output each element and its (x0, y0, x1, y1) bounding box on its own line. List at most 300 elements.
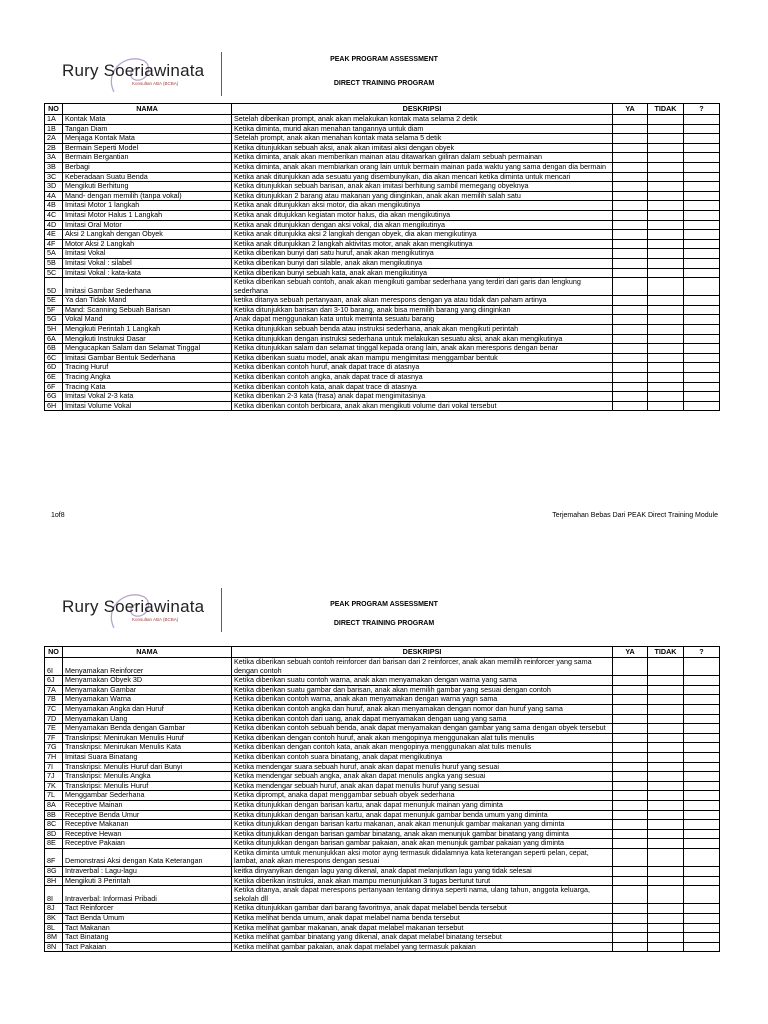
checkbox-ya[interactable] (613, 904, 648, 914)
row-deskripsi: Ketika diberikan bunyi sebuah kata, anak akan mengikutinya (232, 268, 613, 278)
checkbox-unknown[interactable] (684, 676, 720, 686)
table-row (45, 752, 720, 762)
checkbox-tidak[interactable] (648, 867, 684, 877)
row-nama: Mengikuti Berhitung (63, 182, 232, 192)
row-no: 5D (45, 278, 63, 296)
table-header-row (45, 647, 720, 658)
row-nama: Mengikuti 3 Perintah (63, 876, 232, 886)
row-deskripsi: Ketika mendengar sebuah huruf, anak akan dapat menulis huruf yang sesuai (232, 781, 613, 791)
row-no: 5H (45, 325, 63, 335)
table-row (45, 839, 720, 849)
row-deskripsi: Ketika ditunjukkan dengan barisan kartu makanan, anak akan menunjuk gambar makanan yang diminta (232, 820, 613, 830)
checkbox-unknown[interactable] (684, 876, 720, 886)
row-deskripsi: Ketika diminta umtuk menunjukkan aksi motor ayng termasuk didalamnya kata keterangan seperti pelan, cepat, lambat, anak akan merespons dengan sesuai (232, 848, 613, 866)
page-subtitle: DIRECT TRAINING PROGRAM (333, 80, 435, 87)
row-deskripsi: ketika ditanya sebuah pertanyaan, anak akan merespons dengan ya atau tidak dan paham artinya (232, 296, 613, 306)
row-nama: Imitasi Vokal 2-3 kata (63, 392, 232, 402)
row-deskripsi: Ketika ditunjukkan sebuah aksi, anak akan imitasi aksi dengan obyek (232, 143, 613, 153)
row-no: 7A (45, 685, 63, 695)
row-nama: Receptive Pakaian (63, 839, 232, 849)
page-subtitle: DIRECT TRAINING PROGRAM (333, 620, 435, 627)
row-nama: Mengikuti Instruksi Dasar (63, 334, 232, 344)
checkbox-tidak[interactable] (648, 658, 684, 676)
row-nama: Intraverbal : Lagu-lagu (63, 867, 232, 877)
row-deskripsi: Ketika ditunjukkan dengan barisan kartu, anak dapat menunjuk mainan yang diminta (232, 800, 613, 810)
row-nama: Keberadaan Suatu Benda (63, 172, 232, 182)
row-deskripsi: Ketika anak ditunjukkan dengan aksi vokal, dia akan mengikutinya (232, 220, 613, 230)
row-nama: Receptive Hewan (63, 829, 232, 839)
col-tidak: TIDAK (648, 647, 684, 658)
checkbox-tidak[interactable] (648, 724, 684, 734)
row-no: 7I (45, 762, 63, 772)
row-no: 7L (45, 791, 63, 801)
assessment-table (44, 646, 720, 952)
table-row (45, 810, 720, 820)
checkbox-unknown[interactable] (684, 810, 720, 820)
row-deskripsi: Ketika diberikan contoh angka dan huruf, anak akan menyamakan dengan nomor dan huruf yang sama (232, 704, 613, 714)
row-nama: Transkripsi: Menulis Huruf dari Bunyi (63, 762, 232, 772)
col-unknown: ? (684, 647, 720, 658)
row-deskripsi: Ketika diprompt, anaka dapat menggambar sebuah obyek sederhana (232, 791, 613, 801)
row-deskripsi: Ketika diberikan 2-3 kata (frasa) anak dapat mengimitasinya (232, 392, 613, 402)
row-nama: Imitasi Gambar Bentuk Sederhana (63, 353, 232, 363)
row-no: 8K (45, 914, 63, 924)
checkbox-tidak[interactable] (648, 933, 684, 943)
table-row (45, 733, 720, 743)
checkbox-unknown[interactable] (684, 685, 720, 695)
checkbox-tidak[interactable] (648, 876, 684, 886)
checkbox-tidak[interactable] (648, 839, 684, 849)
col-no: NO (45, 647, 63, 658)
checkbox-unknown[interactable] (684, 867, 720, 877)
row-no: 2B (45, 143, 63, 153)
row-deskripsi: Ketika anak ditujukkan kegiatan motor halus, dia akan mengikutinya (232, 210, 613, 220)
row-no: 4F (45, 239, 63, 249)
checkbox-ya[interactable] (613, 829, 648, 839)
checkbox-tidak[interactable] (648, 886, 684, 904)
row-no: 4D (45, 220, 63, 230)
row-no: 7B (45, 695, 63, 705)
checkbox-unknown[interactable] (684, 923, 720, 933)
row-nama: Imitasi Suara Binatang (63, 752, 232, 762)
checkbox-unknown[interactable] (684, 820, 720, 830)
checkbox-ya[interactable] (613, 810, 648, 820)
row-deskripsi: Ketika mendengar suara sebuah huruf, anak akan dapat menulis huruf yang sesuai (232, 762, 613, 772)
row-nama: Menyamakan Reinforcer (63, 658, 232, 676)
checkbox-ya[interactable] (613, 791, 648, 801)
checkbox-tidak[interactable] (648, 676, 684, 686)
row-no: 7K (45, 781, 63, 791)
row-deskripsi: Ketika diminta, murid akan menahan tangannya untuk diam (232, 124, 613, 134)
checkbox-unknown[interactable] (684, 781, 720, 791)
checkbox-tidak[interactable] (648, 800, 684, 810)
checkbox-tidak[interactable] (648, 695, 684, 705)
row-no: 8M (45, 933, 63, 943)
row-nama: Menyamakan Angka dan Huruf (63, 704, 232, 714)
checkbox-unknown[interactable] (684, 714, 720, 724)
checkbox-ya[interactable] (613, 743, 648, 753)
table-row (45, 886, 720, 904)
row-deskripsi: Ketika anak ditunjukkan aksi motor, dia akan mengikutinya (232, 201, 613, 211)
brand-name: Rury Soeriawinata (62, 597, 205, 616)
row-no: 7E (45, 724, 63, 734)
row-nama: Receptive Benda Umur (63, 810, 232, 820)
row-no: 6E (45, 373, 63, 383)
checkbox-ya[interactable] (613, 695, 648, 705)
row-no: 7C (45, 704, 63, 714)
row-nama: Imitasi Motor Halus 1 Langkah (63, 210, 232, 220)
row-deskripsi: Ketika diberikan contoh angka, anak dapat trace di atasnya (232, 373, 613, 383)
checkbox-unknown[interactable] (684, 695, 720, 705)
row-nama: Mengikuti Perintah 1 Langkah (63, 325, 232, 335)
row-nama: Tact Pakaian (63, 942, 232, 952)
row-no: 8L (45, 923, 63, 933)
page-title: PEAK PROGRAM ASSESSMENT (330, 601, 438, 608)
row-deskripsi: Ketika diberikan contoh suara binatang, anak dapat mengikutinya (232, 752, 613, 762)
row-no: 8D (45, 829, 63, 839)
checkbox-ya[interactable] (613, 914, 648, 924)
checkbox-ya[interactable] (613, 658, 648, 676)
checkbox-ya[interactable] (613, 772, 648, 782)
row-nama: Motor Aksi 2 Langkah (63, 239, 232, 249)
row-no: 6C (45, 353, 63, 363)
col-ya: YA (613, 104, 648, 115)
col-nama: NAMA (63, 104, 232, 115)
row-deskripsi: Ketika diberikan sebuah contoh, anak akan mengikuti gambar sederhana yang terdiri dari garis dan lengkung sederhana (232, 278, 613, 296)
checkbox-tidak[interactable] (648, 904, 684, 914)
row-deskripsi: Ketika ditunjukkan dengan barisan gambar pakaian, anak akan menunjuk gambar pakaian yang diminta (232, 839, 613, 849)
row-deskripsi: Ketika ditunjukkan sebuah barisan, anak akan imitasi berhitung sambil memegang obyeknya (232, 182, 613, 192)
row-nama: Imitasi Vokal : silabel (63, 258, 232, 268)
table-row (45, 714, 720, 724)
table-row (45, 923, 720, 933)
row-nama: Transkripsi: Menirukan Menulis Huruf (63, 733, 232, 743)
checkbox-ya[interactable] (613, 685, 648, 695)
row-deskripsi: Ketika anak ditunjukkan ada sesuatu yang disembunyikan, dia akan mencari ketika diminta untuk mencari (232, 172, 613, 182)
table-row (45, 933, 720, 943)
col-nama: NAMA (63, 647, 232, 658)
checkbox-unknown[interactable] (684, 829, 720, 839)
row-deskripsi: Ketika anak ditunjukkan 2 langkah aktivitas motor, anak akan mengikutinya (232, 239, 613, 249)
row-no: 6I (45, 658, 63, 676)
col-deskripsi: DESKRIPSI (232, 647, 613, 658)
table-row (45, 762, 720, 772)
checkbox-ya[interactable] (613, 886, 648, 904)
row-deskripsi: Ketika diberikan contoh warna, anak akan menyamakan dengan warna yagn sama (232, 695, 613, 705)
row-no: 7F (45, 733, 63, 743)
checkbox-tidak[interactable] (648, 820, 684, 830)
row-nama: Imitasi Volume Vokal (63, 401, 232, 411)
row-deskripsi: Ketika diberikan contoh berbicara, anak akan mengikuti volume dari vokal tersebut (232, 401, 613, 411)
checkbox-unknown[interactable] (684, 743, 720, 753)
checkbox-ya[interactable] (613, 800, 648, 810)
row-nama: Bermain Seperti Model (63, 143, 232, 153)
checkbox-ya[interactable] (613, 704, 648, 714)
table-row (45, 942, 720, 952)
row-deskripsi: Ketika melihat gambar makanan, anak dapat melabel makanan tersebut (232, 923, 613, 933)
row-no: 6G (45, 392, 63, 402)
row-deskripsi: keitka dinyanyikan dengan lagu yang dikenal, anak dapat melanjutkan lagu yang tidak selesai (232, 867, 613, 877)
col-unknown: ? (684, 104, 720, 115)
row-nama: Receptive Mainan (63, 800, 232, 810)
row-deskripsi: Ketika ditunjukkan 2 barang atau makanan yang diinginkan, anak akan memilih salah satu (232, 191, 613, 201)
table-row (45, 848, 720, 866)
checkbox-unknown[interactable] (684, 800, 720, 810)
row-no: 4A (45, 191, 63, 201)
row-no: 8G (45, 867, 63, 877)
checkbox-ya[interactable] (613, 876, 648, 886)
row-no: 4C (45, 210, 63, 220)
row-nama: Mengucapkan Salam dan Selamat Tinggal (63, 344, 232, 354)
col-tidak: TIDAK (648, 104, 684, 115)
row-no: 7J (45, 772, 63, 782)
row-no: 6A (45, 334, 63, 344)
checkbox-ya[interactable] (613, 781, 648, 791)
checkbox-unknown[interactable] (684, 886, 720, 904)
row-deskripsi: Ketika ditunjukkan dengan barisan kartu, anak dapat menunjuk gambar benda umum yang diminta (232, 810, 613, 820)
checkbox-tidak[interactable] (648, 772, 684, 782)
row-deskripsi: Ketika ditanya, anak dapat merespons pertanyaan tentang dirinya seperti nama, ulang tahun, anggota keluarga, sekolah dll (232, 886, 613, 904)
row-no: 6F (45, 382, 63, 392)
row-no: 8A (45, 800, 63, 810)
checkbox-unknown[interactable] (684, 762, 720, 772)
row-nama: Menggambar Sederhana (63, 791, 232, 801)
col-deskripsi: DESKRIPSI (232, 104, 613, 115)
row-deskripsi: Ketika ditunjukkan barisan dari 3-10 barang, anak bisa memilih barang yang diinginkan (232, 305, 613, 315)
row-deskripsi: Ketika ditunjukkan gambar dari barang favoritnya, anak dapat melabel benda tersebut (232, 904, 613, 914)
checkbox-unknown[interactable] (684, 933, 720, 943)
checkbox-unknown[interactable] (684, 904, 720, 914)
row-nama: Mand: Scanning Sebuah Barisan (63, 305, 232, 315)
checkbox-tidak[interactable] (648, 942, 684, 952)
checkbox-ya[interactable] (613, 923, 648, 933)
checkbox-unknown[interactable] (684, 839, 720, 849)
checkbox-unknown[interactable] (684, 848, 720, 866)
row-nama: Tangan Diam (63, 124, 232, 134)
row-deskripsi: Setelah diberikan prompt, anak akan melakukan kontak mata selama 2 detik (232, 115, 613, 125)
row-no: 6B (45, 344, 63, 354)
row-deskripsi: Setelah prompt, anak akan menahan kontak mata selama 5 detik (232, 134, 613, 144)
row-deskripsi: Ketika anak ditunjukka aksi 2 langkah dengan obyek, dia akan mengikutinya (232, 230, 613, 240)
row-nama: Berbagi (63, 162, 232, 172)
checkbox-ya[interactable] (613, 867, 648, 877)
row-no: 8J (45, 904, 63, 914)
page-title: PEAK PROGRAM ASSESSMENT (330, 56, 438, 63)
checkbox-tidak[interactable] (648, 829, 684, 839)
checkbox-ya[interactable] (613, 839, 648, 849)
row-nama: Transkripsi: Menirukan Menulis Kata (63, 743, 232, 753)
checkbox-tidak[interactable] (648, 685, 684, 695)
checkbox-unknown[interactable] (684, 704, 720, 714)
row-no: 6D (45, 363, 63, 373)
row-no: 5F (45, 305, 63, 315)
table-row (45, 704, 720, 714)
row-no: 3C (45, 172, 63, 182)
row-nama: Imitasi Vokal (63, 249, 232, 259)
checkbox-ya[interactable] (613, 752, 648, 762)
row-deskripsi: Ketika diberikan bunyi dari silable, anak akan mengikutinya (232, 258, 613, 268)
row-no: 8H (45, 876, 63, 886)
row-no: 8I (45, 886, 63, 904)
row-deskripsi: Ketika diminta, anak akan membiarkan orang lain untuk bermain mainan pada waktu yang sama dengan dia bermain (232, 162, 613, 172)
row-no: 1A (45, 115, 63, 125)
row-no: 5B (45, 258, 63, 268)
row-nama: Imitasi Motor 1 langkah (63, 201, 232, 211)
table-row (45, 695, 720, 705)
row-no: 1B (45, 124, 63, 134)
checkbox-unknown[interactable] (684, 942, 720, 952)
checkbox-tidak[interactable] (648, 791, 684, 801)
row-deskripsi: Ketika diberikan dengan contoh huruf, anak akan mengopinya menggunakan alat tulis menulis (232, 733, 613, 743)
row-no: 6J (45, 676, 63, 686)
checkbox-tidak[interactable] (648, 810, 684, 820)
row-nama: Tact Reinforcer (63, 904, 232, 914)
checkbox-ya[interactable] (613, 933, 648, 943)
checkbox-tidak[interactable] (648, 781, 684, 791)
row-nama: Intraverbal: Informasi Pribadi (63, 886, 232, 904)
checkbox-ya[interactable] (613, 724, 648, 734)
row-deskripsi: Ketika melihat gambar binatang yang dikenal, anak dapat melabel binatang tersebut (232, 933, 613, 943)
row-no: 5A (45, 249, 63, 259)
col-no: NO (45, 104, 63, 115)
table-row (45, 676, 720, 686)
row-deskripsi: Ketika diberikan contoh kata, anak dapat trace di atasnya (232, 382, 613, 392)
checkbox-unknown[interactable] (684, 752, 720, 762)
row-nama: Tact Benda Umum (63, 914, 232, 924)
checkbox-tidak[interactable] (648, 752, 684, 762)
checkbox-tidak[interactable] (648, 714, 684, 724)
checkbox-ya[interactable] (613, 848, 648, 866)
row-deskripsi: Ketika diberikan suatu model, anak akan mampu mengimitasi menggambar bentuk (232, 353, 613, 363)
row-nama: Demonstrasi Aksi dengan Kata Keterangan (63, 848, 232, 866)
brand-subtitle: Konsultan ABA (BCBA) (132, 617, 179, 622)
row-nama: Bermain Bergantian (63, 153, 232, 163)
row-no: 4B (45, 201, 63, 211)
footer-note: Terjemahan Bebas Dari PEAK Direct Training Module (552, 512, 718, 519)
checkbox-ya[interactable] (613, 942, 648, 952)
row-nama: Ya dan Tidak Mand (63, 296, 232, 306)
table-row (45, 743, 720, 753)
row-no: 5E (45, 296, 63, 306)
row-no: 3B (45, 162, 63, 172)
row-nama: Imitasi Gambar Sederhana (63, 278, 232, 296)
row-nama: Tracing Angka (63, 373, 232, 383)
checkbox-ya[interactable] (613, 733, 648, 743)
row-no: 7G (45, 743, 63, 753)
checkbox-tidak[interactable] (648, 762, 684, 772)
row-nama: Menyamakan Gambar (63, 685, 232, 695)
row-nama: Tracing Kata (63, 382, 232, 392)
row-nama: Imitasi Oral Motor (63, 220, 232, 230)
row-deskripsi: Ketika diberikan contoh sebuah benda, anak dapat menyamakan dengan gambar yang sama dengan obyek tersebut (232, 724, 613, 734)
checkbox-unknown[interactable] (684, 733, 720, 743)
table-row (45, 914, 720, 924)
row-nama: Tact Binatang (63, 933, 232, 943)
checkbox-tidak[interactable] (648, 733, 684, 743)
table-row (45, 820, 720, 830)
brand-subtitle: Konsultan ABA (BCBA) (132, 81, 179, 86)
row-no: 8E (45, 839, 63, 849)
row-no: 2A (45, 134, 63, 144)
checkbox-unknown[interactable] (684, 791, 720, 801)
checkbox-ya[interactable] (613, 762, 648, 772)
row-no: 6H (45, 401, 63, 411)
checkbox-unknown[interactable] (684, 658, 720, 676)
row-no: 8F (45, 848, 63, 866)
row-deskripsi: Anak dapat menggunakan kata untuk meminta sesuatu barang (232, 315, 613, 325)
row-deskripsi: Ketika ditunjukkan sebuah benda atau instruksi sederhana, anak akan mengikuti perintah (232, 325, 613, 335)
row-nama: Aksi 2 Langkah dengan Obyek (63, 230, 232, 240)
checkbox-ya[interactable] (613, 714, 648, 724)
row-nama: Imitasi Vokal : kata-kata (63, 268, 232, 278)
row-no: 3A (45, 153, 63, 163)
row-nama: Menyamakan Benda dengan Gambar (63, 724, 232, 734)
checkbox-tidak[interactable] (648, 743, 684, 753)
row-nama: Menjaga Kontak Mata (63, 134, 232, 144)
checkbox-unknown[interactable] (684, 772, 720, 782)
checkbox-tidak[interactable] (648, 923, 684, 933)
row-no: 7H (45, 752, 63, 762)
checkbox-ya[interactable] (613, 820, 648, 830)
brand-name: Rury Soeriawinata (62, 61, 205, 80)
row-deskripsi: Ketika mendengar sebuah angka, anak akan dapat menulis angka yang sesuai (232, 772, 613, 782)
row-deskripsi: Ketika diberikan contoh huruf, anak dapat trace di atasnya (232, 363, 613, 373)
row-no: 3D (45, 182, 63, 192)
table-row (45, 791, 720, 801)
row-nama: Menyamakan Warna (63, 695, 232, 705)
checkbox-tidak[interactable] (648, 704, 684, 714)
table-row (45, 800, 720, 810)
table-row (45, 772, 720, 782)
row-no: 5C (45, 268, 63, 278)
row-nama: Menyamakan Uang (63, 714, 232, 724)
row-no: 8C (45, 820, 63, 830)
row-deskripsi: Ketika ditunjukkan salam dan selamat tinggal kepada orang lain, anak akan merespons dengan benar (232, 344, 613, 354)
checkbox-unknown[interactable] (684, 724, 720, 734)
table-body (45, 658, 720, 952)
row-deskripsi: Ketika melihat benda umum, anak dapat melabel nama benda tersebut (232, 914, 613, 924)
page-number: 1of8 (51, 512, 65, 519)
checkbox-tidak[interactable] (648, 848, 684, 866)
row-deskripsi: Ketika ditunjukkan dengan instruksi sederhana untuk melakukan sesuatu aksi, anak akan mengikutinya (232, 334, 613, 344)
row-nama: Transkripsi: Menulis Angka (63, 772, 232, 782)
table-row (45, 685, 720, 695)
checkbox-tidak[interactable] (648, 914, 684, 924)
checkbox-ya[interactable] (613, 676, 648, 686)
row-no: 5G (45, 315, 63, 325)
table-row (45, 781, 720, 791)
row-deskripsi: Ketika diberikan bunyi dari satu huruf, anak akan mengikutinya (232, 249, 613, 259)
row-deskripsi: Ketika melihat gambar pakaian, anak dapat melabel yang termasuk pakaian (232, 942, 613, 952)
checkbox-unknown[interactable] (684, 914, 720, 924)
row-deskripsi: Ketika diberikan suatu gambar dan barisan, anak akan memilih gambar yang sesuai dengan contoh (232, 685, 613, 695)
row-nama: Menyamakan Obyek 3D (63, 676, 232, 686)
row-nama: Receptive Makanan (63, 820, 232, 830)
row-no: 7D (45, 714, 63, 724)
row-deskripsi: Ketika diberikan dengan contoh kata, anak akan mengopinya menggunakan alat tulis menulis (232, 743, 613, 753)
row-deskripsi: Ketika diberikan instruksi, anak akan mampu menunjukkan 3 tugas berturut turut (232, 876, 613, 886)
row-deskripsi: Ketika ditunjukkan dengan barisan gambar binatang, anak akan menunjuk gambar binatang yang diminta (232, 829, 613, 839)
table-row (45, 867, 720, 877)
row-nama: Mand- dengan memilih (tanpa vokal) (63, 191, 232, 201)
row-no: 8B (45, 810, 63, 820)
table-row (45, 876, 720, 886)
row-nama: Transkripsi: Menulis Huruf (63, 781, 232, 791)
row-deskripsi: Ketika diberikan sebuah contoh reinforcer dari barisan dari 2 reinforcer, anak akan memilih reinforcer yang sama dengan contoh (232, 658, 613, 676)
row-nama: Kontak Mata (63, 115, 232, 125)
row-deskripsi: Ketika diminta, anak akan memberikan mainan atau ditawarkan giiliran dalam sebuah permainan (232, 153, 613, 163)
row-nama: Tact Makanan (63, 923, 232, 933)
